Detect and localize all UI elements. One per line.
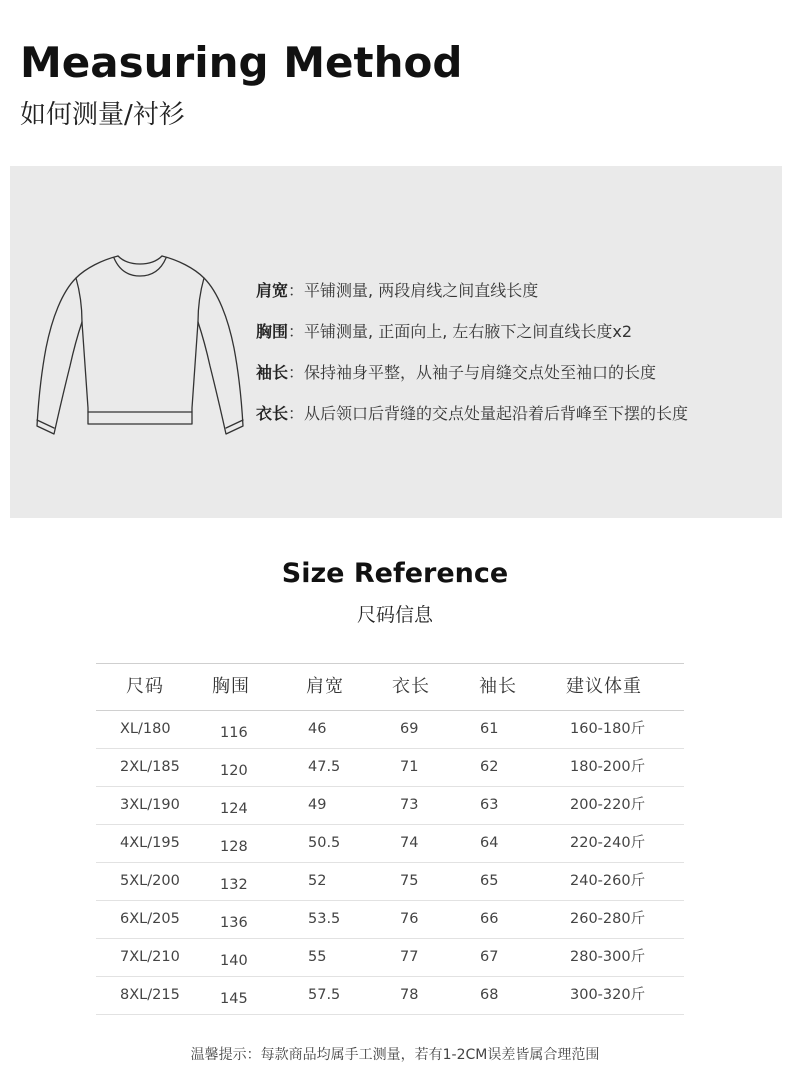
cell-chest: 145 (220, 991, 248, 1007)
header-size: 尺码 (126, 676, 164, 697)
measure-key: 肩宽 (256, 281, 289, 300)
cell-weight: 200-220斤 (570, 797, 646, 813)
cell-weight: 280-300斤 (570, 949, 646, 965)
table-row (96, 749, 684, 787)
measure-colon: ： (288, 281, 305, 300)
cell-sleeve: 68 (480, 987, 499, 1003)
cell-shoulder: 49 (308, 797, 327, 813)
cell-chest: 120 (220, 763, 248, 779)
measure-key: 衣长 (256, 404, 289, 423)
cell-size: 3XL/190 (120, 797, 180, 813)
measure-text: 从后领口后背缝的交点处量起沿着后背峰至下摆的长度 (304, 404, 689, 423)
cell-length: 69 (400, 721, 419, 737)
cell-size: 7XL/210 (120, 949, 180, 965)
size-section-subtitle: 尺码信息 (356, 604, 433, 626)
measure-colon: ： (288, 363, 305, 382)
cell-weight: 240-260斤 (570, 873, 646, 889)
cell-shoulder: 46 (308, 721, 327, 737)
footer-note: 温馨提示：每款商品均属手工测量，若有1-2CM误差皆属合理范围 (190, 1047, 600, 1063)
cell-sleeve: 63 (480, 797, 499, 813)
cell-chest: 124 (220, 801, 248, 817)
cell-length: 77 (400, 949, 419, 965)
table-row (96, 901, 684, 939)
cell-chest: 128 (220, 839, 248, 855)
measure-item-chest (256, 311, 776, 352)
page-title: Measuring Method (20, 38, 463, 87)
table-row (96, 863, 684, 901)
size-section-title: Size Reference (281, 558, 509, 589)
cell-shoulder: 50.5 (308, 835, 341, 851)
page-subtitle: 如何测量/衬衫 (20, 100, 185, 130)
measure-item-sleeve (256, 352, 776, 393)
header-chest: 胸围 (212, 676, 250, 697)
cell-weight: 220-240斤 (570, 835, 646, 851)
cell-weight: 160-180斤 (570, 721, 646, 737)
cell-size: 4XL/195 (120, 835, 180, 851)
cell-size: 6XL/205 (120, 911, 180, 927)
cell-shoulder: 57.5 (308, 987, 341, 1003)
measure-key: 袖长 (256, 363, 289, 382)
cell-sleeve: 65 (480, 873, 499, 889)
sweater-icon (24, 248, 256, 444)
table-header-row (96, 664, 684, 711)
cell-sleeve: 62 (480, 759, 499, 775)
cell-sleeve: 66 (480, 911, 499, 927)
measure-text: 平铺测量, 两段肩线之间直线长度 (304, 281, 539, 300)
cell-weight: 180-200斤 (570, 759, 646, 775)
cell-length: 75 (400, 873, 419, 889)
cell-size: 8XL/215 (120, 987, 180, 1003)
cell-weight: 300-320斤 (570, 987, 646, 1003)
cell-length: 71 (400, 759, 419, 775)
measure-item-length (256, 393, 776, 434)
header-shoulder: 肩宽 (306, 676, 344, 697)
table-row (96, 711, 684, 749)
cell-shoulder: 53.5 (308, 911, 341, 927)
cell-chest: 140 (220, 953, 248, 969)
table-row (96, 787, 684, 825)
header-length: 衣长 (392, 676, 430, 697)
cell-sleeve: 64 (480, 835, 499, 851)
cell-length: 73 (400, 797, 419, 813)
table-row (96, 939, 684, 977)
measuring-panel (10, 166, 782, 518)
measure-colon: ： (288, 322, 305, 341)
measure-text: 平铺测量, 正面向上, 左右腋下之间直线长度x2 (304, 322, 633, 341)
measure-list (256, 270, 776, 434)
cell-size: 2XL/185 (120, 759, 180, 775)
cell-length: 76 (400, 911, 419, 927)
table-body (96, 711, 684, 1015)
cell-weight: 260-280斤 (570, 911, 646, 927)
measure-colon: ： (288, 404, 305, 423)
cell-length: 78 (400, 987, 419, 1003)
table-row (96, 825, 684, 863)
measure-key: 胸围 (256, 322, 289, 341)
measure-item-shoulder (256, 270, 776, 311)
header-sleeve: 袖长 (479, 676, 517, 697)
cell-size: 5XL/200 (120, 873, 180, 889)
cell-chest: 116 (220, 725, 248, 741)
header-weight: 建议体重 (566, 676, 642, 697)
cell-shoulder: 52 (308, 873, 327, 889)
cell-size: XL/180 (120, 721, 171, 737)
cell-sleeve: 67 (480, 949, 499, 965)
measure-text: 保持袖身平整，从袖子与肩缝交点处至袖口的长度 (304, 363, 657, 382)
cell-shoulder: 47.5 (308, 759, 341, 775)
size-table (96, 663, 684, 1015)
cell-chest: 136 (220, 915, 248, 931)
cell-chest: 132 (220, 877, 248, 893)
cell-shoulder: 55 (308, 949, 327, 965)
cell-sleeve: 61 (480, 721, 499, 737)
cell-length: 74 (400, 835, 419, 851)
table-row (96, 977, 684, 1015)
